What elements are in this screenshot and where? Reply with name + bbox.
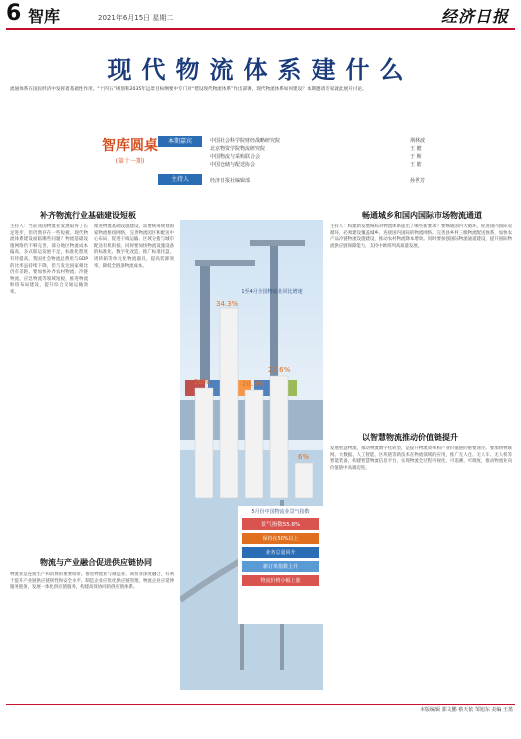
info-box [238, 506, 323, 624]
guest-name: 于 斯 [410, 154, 422, 160]
chart-data-label: 20% [194, 378, 210, 386]
section-heading: 以智慧物流推动价值链提升 [362, 433, 458, 442]
page-number: 6 [6, 1, 22, 26]
chart-bar [270, 376, 288, 498]
editor-credits: 本版编辑 郭文鹏 蔡天依 邹旭东 美编 王墨 [420, 707, 513, 713]
chart-bar [220, 308, 238, 498]
moderator-org: 经济日报社编辑部 [210, 178, 251, 184]
moderator-label: 主持人 [158, 174, 202, 185]
panel-name: 智库圆桌 [102, 138, 158, 154]
page-title: 现代物流体系建什么 [107, 56, 414, 84]
guest-org: 中国物流与采购联合会 [210, 154, 261, 160]
info-item: 景气指数55.8% [242, 518, 319, 530]
chart-data-label: 6% [298, 453, 310, 461]
chart-bar [195, 388, 213, 498]
guest-org: 中国社会科学院财经战略研究院 [210, 138, 281, 144]
issue-date: 2021年6月15日 星期二 [98, 14, 174, 22]
section-heading: 物流与产业融合促进供应链协同 [40, 558, 152, 567]
lead-box [10, 86, 510, 132]
guest-org: 北京物资学院物流研究院 [210, 146, 266, 152]
article-column: 主持人：当前我国物流业发展取得了长足进步，但仍然存在一些短板。现代物流体系建设面临哪些问题？物流基础设施网络仍不够完善，部分地区物流成本偏高，多式联运发展不足，标准化程度有待提高。我国社会物流总费用与GDP的比率虽持续下降，但与发达国家相比仍有差距。要加快补齐农村物流、冷链物流、应急物流等领域短板，推进物流枢纽布局建设，提升综合交通运输效率。 [10, 224, 88, 295]
moderator-name: 孙世芳 [410, 178, 426, 184]
chart-data-label: 34.3% [216, 300, 239, 308]
article-column: 推进物流基础设施建设，需要统筹规划国家物流枢纽网络，完善物流园区和配送中心布局，促进干线运输、区域分拨与城市配送有机衔接。同时要加快物流设施设备的标准化、数字化改造，推广标准托盘、周转箱等单元化物流器具，提高装卸效率，降低全链条物流成本。 [94, 224, 174, 269]
article-column: 发展智慧物流，推动物流数字化转型，是提升物流效率和产业价值链的重要途径。要加快物联网、大数据、人工智能、区块链等新技术在物流领域的应用，推广无人仓、无人车、无人机等智能装备，构建智慧物流信息平台，实现物流全过程可视化、可追溯、可调度，推动物流业向价值链中高端迈进。 [330, 446, 512, 471]
section-heading: 畅通城乡和国内国际市场物流通道 [362, 211, 482, 220]
panel-number: (第十一期) [115, 158, 145, 165]
info-item: 业务总量回升 [242, 547, 319, 558]
guest-name: 王 健 [410, 146, 422, 152]
guests-label: 本期嘉宾 [158, 136, 202, 147]
chart-data-label: 22.6% [268, 366, 291, 374]
article-column: 物流业是连接生产和消费的重要纽带。推进物流业与制造业、商贸业深度融合，有利于提升产业链供应链韧性和安全水平。制造企业应优化供应链管理，物流企业应延伸服务链条，发展一体化供应链服务，构建高效协同的供应链体系。 [10, 572, 174, 591]
section-heading: 补齐物流行业基础建设短板 [40, 211, 136, 220]
chart-bar [295, 463, 313, 498]
info-item: 保持在50%以上 [242, 533, 319, 544]
chart-bar [245, 390, 263, 498]
chart-data-label: 20.3% [242, 380, 265, 388]
section-name: 智库 [28, 7, 61, 26]
masthead [6, 2, 515, 30]
guest-name: 荆林波 [410, 138, 426, 144]
growth-chart [190, 298, 320, 498]
guest-name: 王 皓 [410, 162, 422, 168]
guest-org: 中国仓储与配送协会 [210, 162, 256, 168]
info-item: 新订单指数上升 [242, 561, 319, 572]
footer-rule [6, 704, 515, 705]
article-column: 主持人：构建新发展格局对物流体系提出了哪些新要求？要畅通国内大循环，促进国内国际双循环，必须建设覆盖城乡、连接国内国际的物流网络。完善县乡村三级物流配送体系，加快农产品冷链物流设施建设，推动农村物流降本增效。同时要加强国际物流通道建设，提升国际物流供应链保障能力，支持中欧班列高质量发展。 [330, 224, 512, 249]
newspaper-logo: 经济日报 [440, 7, 509, 26]
chart-title: 1至4月全国物流业同比增速 [241, 289, 303, 295]
info-box-title: 5月份中国物流业景气指数 [251, 509, 310, 515]
roundtable-panel [100, 136, 470, 188]
lead-text: 流通体系在国民经济中发挥着基础性作用。“十四五”规划和2035年远景目标纲要中专门对“建设现代物流体系”作出部署。现代物流体系如何建设？本期邀请专家就此展开讨论。 [10, 87, 367, 92]
info-item: 物流价格小幅上涨 [242, 575, 319, 586]
